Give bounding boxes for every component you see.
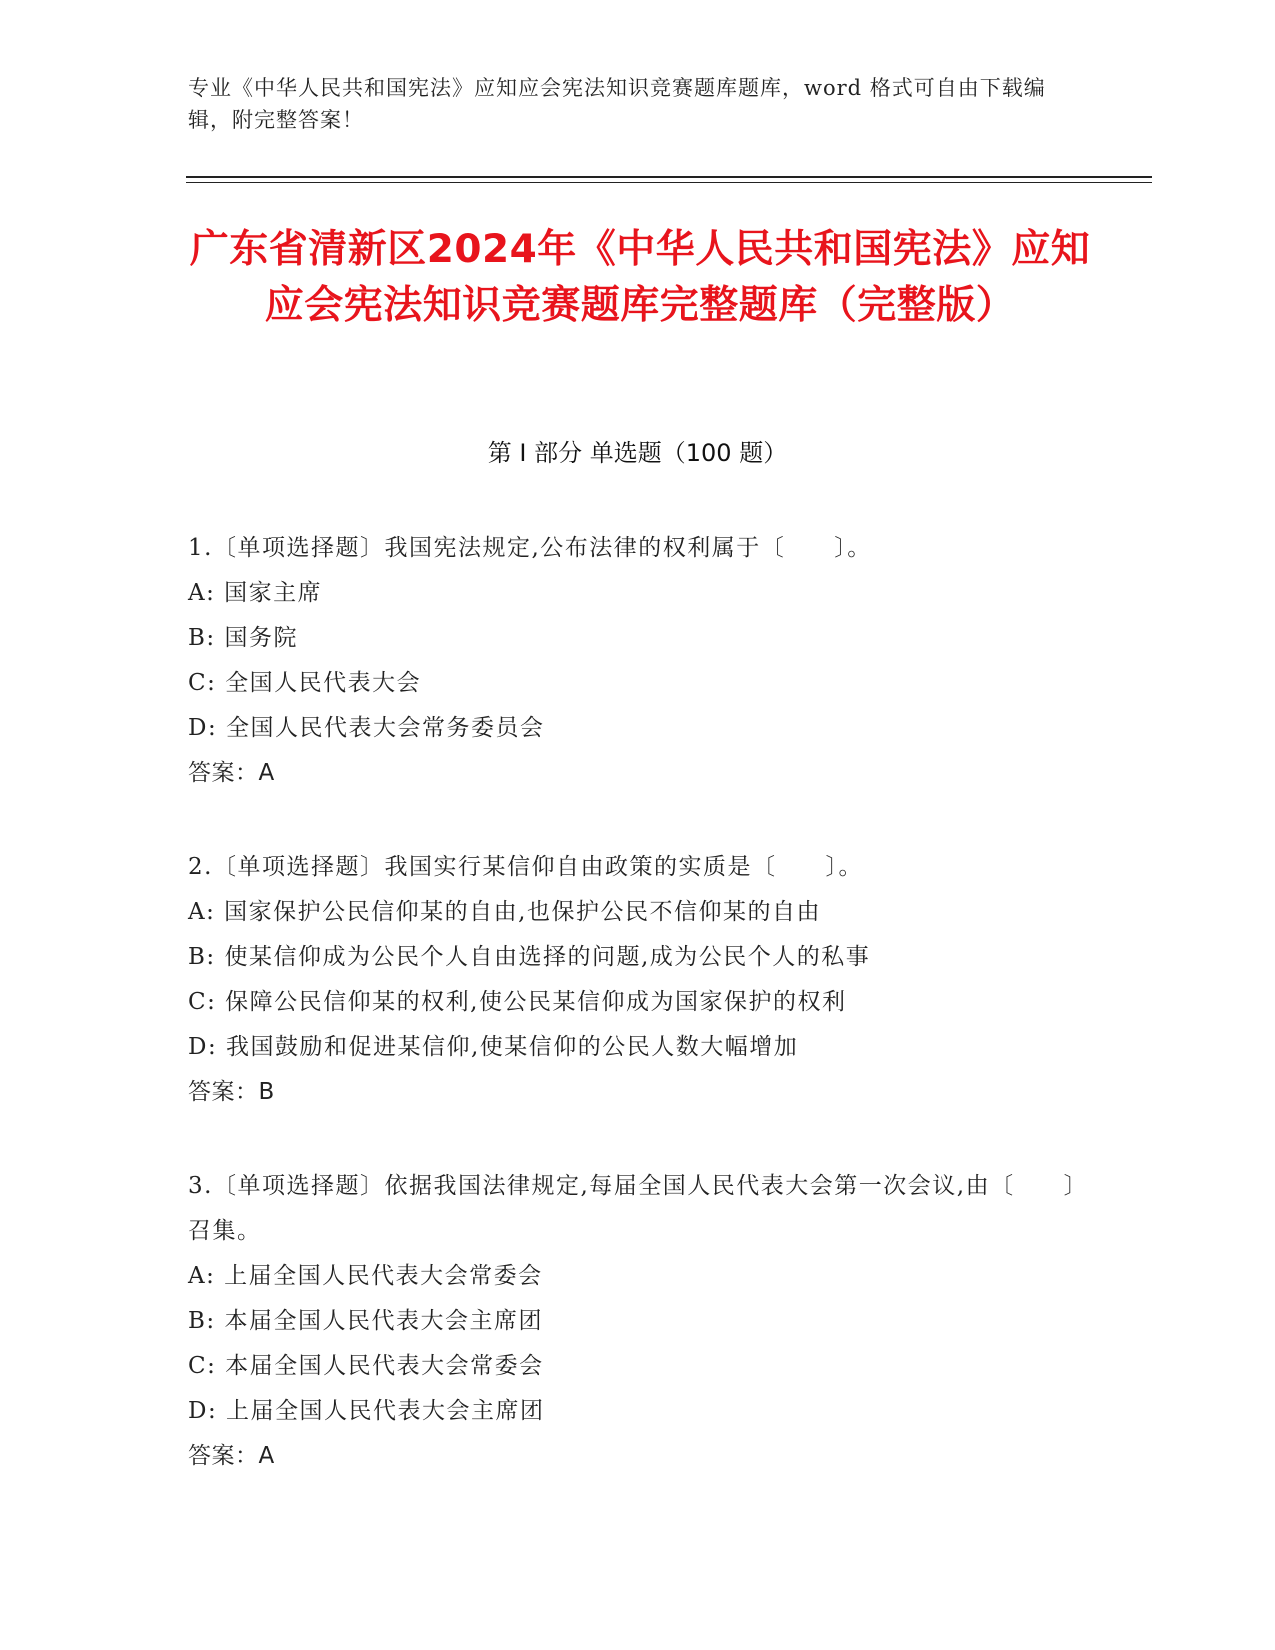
document-title: 广东省清新区2024年《中华人民共和国宪法》应知应会宪法知识竞赛题库完整题库（完整版） [189, 227, 1091, 328]
option-d: D: 上届全国人民代表大会主席团 [188, 1398, 545, 1424]
option-b: B: 使某信仰成为公民个人自由选择的问题,成为公民个人的私事 [188, 944, 871, 970]
question-stem: 3.〔单项选择题〕依据我国法律规定,每届全国人民代表大会第一次会议,由〔 〕召集。 [188, 1173, 1077, 1244]
header-divider-thin [186, 182, 1152, 183]
option-c: C: 保障公民信仰某的权利,使公民某信仰成为国家保护的权利 [188, 989, 847, 1015]
question-block [188, 526, 1088, 796]
question-stem: 1.〔单项选择题〕我国宪法规定,公布法律的权利属于〔 〕。 [188, 535, 872, 561]
question-stem: 2.〔单项选择题〕我国实行某信仰自由政策的实质是〔 〕。 [188, 854, 863, 880]
answer-line: 答案：A [188, 760, 275, 786]
question-block [188, 1164, 1088, 1479]
option-c: C: 全国人民代表大会 [188, 670, 422, 696]
option-a: A: 上届全国人民代表大会常委会 [188, 1263, 543, 1289]
option-b: B: 本届全国人民代表大会主席团 [188, 1308, 543, 1334]
answer-line: 答案：B [188, 1079, 275, 1105]
answer-line: 答案：A [188, 1443, 275, 1469]
option-a: A: 国家主席 [188, 580, 323, 606]
header-note: 专业《中华人民共和国宪法》应知应会宪法知识竞赛题库题库，word 格式可自由下载编辑，附完整答案！ [188, 76, 1046, 132]
option-b: B: 国务院 [188, 625, 298, 651]
option-c: C: 本届全国人民代表大会常委会 [188, 1353, 544, 1379]
question-block [188, 845, 1088, 1115]
option-a: A: 国家保护公民信仰某的自由,也保护公民不信仰某的自由 [188, 899, 821, 925]
option-d: D: 全国人民代表大会常务委员会 [188, 715, 545, 741]
option-d: D: 我国鼓励和促进某信仰,使某信仰的公民人数大幅增加 [188, 1034, 799, 1060]
header-divider-thick [186, 176, 1152, 178]
section-heading: 第 I 部分 单选题（100 题） [487, 439, 788, 467]
